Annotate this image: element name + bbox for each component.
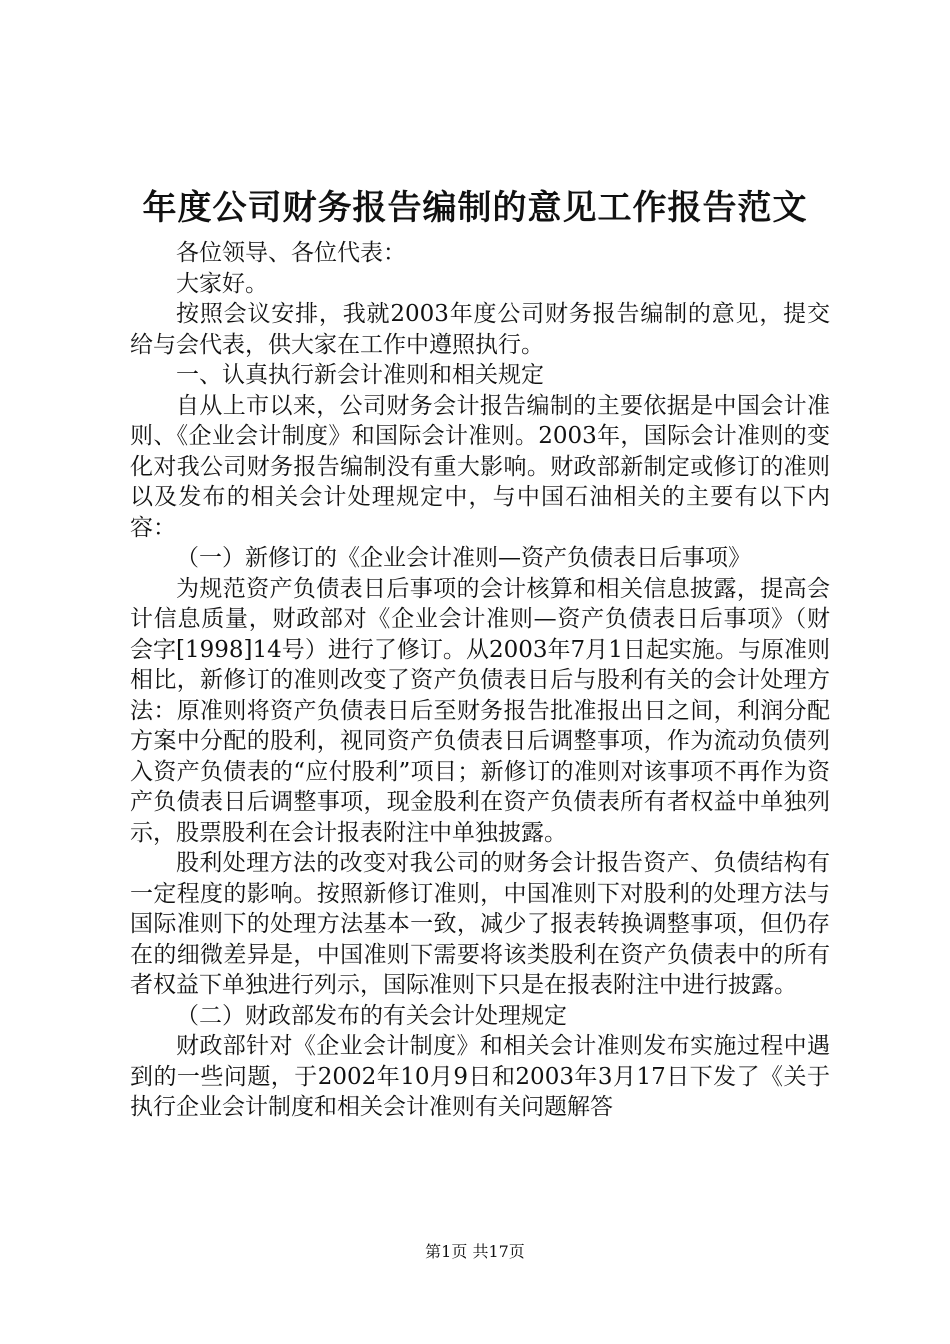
paragraph: 财政部针对《企业会计制度》和相关会计准则发布实施过程中遇到的一些问题，于2002年10月9日和2003年3月17日下发了《关于执行企业会计制度和相关会计准则有关问题解答	[130, 1033, 830, 1120]
paragraph: 按照会议安排，我就2003年度公司财务报告编制的意见，提交给与会代表，供大家在工作中遵照执行。	[130, 301, 830, 358]
subsection-heading: （一）新修订的《企业会计准则—资产负债表日后事项》	[176, 545, 751, 571]
paragraph: 为规范资产负债表日后事项的会计核算和相关信息披露，提高会计信息质量，财政部对《企业会计准则—资产负债表日后事项》（财会字[1998]14号）进行了修订。从2003年7月1日起实施。与原准则相比，新修订的准则改变了资产负债表日后与股利有关的会计处理方法：原准则将资产负债表日后至财务报告批准报出日之间，利润分配方案中分配的股利，视同资产负债表日后调整事项，作为流动负债列入资产负债表的“应付股利”项目；新修订的准则对该事项不再作为资产负债表日后调整事项，现金股利在资产负债表所有者权益中单独列示，股票股利在会计报表附注中单独披露。	[130, 575, 830, 846]
subsection-heading: （二）财政部发布的有关会计处理规定	[176, 1002, 567, 1029]
greeting: 大家好。	[176, 270, 268, 297]
section-heading: 一、认真执行新会计准则和相关规定	[176, 362, 544, 388]
salutation: 各位领导、各位代表：	[176, 240, 406, 266]
page-number: 第1页 共17页	[425, 1242, 525, 1261]
document-body	[130, 238, 830, 1123]
paragraph: 股利处理方法的改变对我公司的财务会计报告资产、负债结构有一定程度的影响。按照新修订准则，中国准则下对股利的处理方法与国际准则下的处理方法基本一致，减少了报表转换调整事项，但仍存在的细微差异是，中国准则下需要将该类股利在资产负债表中的所有者权益下单独进行列示，国际准则下只是在报表附注中进行披露。	[130, 850, 830, 998]
paragraph: 自从上市以来，公司财务会计报告编制的主要依据是中国会计准则、《企业会计制度》和国际会计准则。2003年，国际会计准则的变化对我公司财务报告编制没有重大影响。财政部新制定或修订的准则以及发布的相关会计处理规定中，与中国石油相关的主要有以下内容：	[130, 392, 830, 541]
document-title: 年度公司财务报告编制的意见工作报告范文	[142, 188, 808, 228]
